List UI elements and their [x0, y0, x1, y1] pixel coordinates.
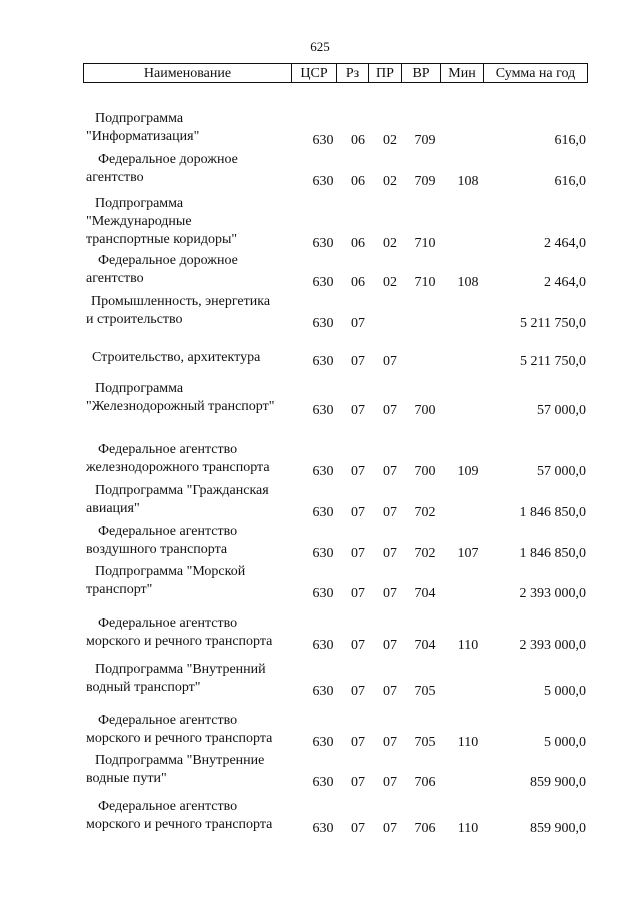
row-csr: 630: [312, 586, 334, 601]
column-header-pr: ПР: [368, 64, 401, 82]
row-sum: 859 900,0: [530, 775, 586, 790]
row-min: 110: [457, 638, 479, 653]
row-vr: 702: [414, 505, 436, 520]
column-header-min: Мин: [440, 64, 483, 82]
row-rz: 07: [351, 638, 365, 653]
row-name: Подпрограмма "Морской транспорт": [86, 564, 246, 597]
row-pr: 07: [383, 735, 397, 750]
row-pr: 02: [383, 236, 397, 251]
table-header: [83, 63, 588, 83]
row-min: 108: [457, 174, 479, 189]
row-name: Подпрограмма "Железнодорожный транспорт": [86, 381, 275, 414]
row-rz: 06: [351, 133, 365, 148]
row-rz: 07: [351, 684, 365, 699]
row-vr: 705: [414, 735, 436, 750]
row-rz: 07: [351, 775, 365, 790]
row-min: 108: [457, 275, 479, 290]
row-min: 109: [457, 464, 479, 479]
row-vr: 709: [414, 133, 436, 148]
row-name: Федеральное дорожное агентство: [86, 253, 238, 286]
row-pr: 07: [383, 505, 397, 520]
row-name: Подпрограмма "Внутренние водные пути": [86, 753, 265, 786]
column-header-csr: ЦСР: [291, 64, 336, 82]
page-number: 625: [310, 39, 330, 54]
row-rz: 06: [351, 275, 365, 290]
row-csr: 630: [312, 638, 334, 653]
row-vr: 704: [414, 586, 436, 601]
row-csr: 630: [312, 174, 334, 189]
row-csr: 630: [312, 133, 334, 148]
row-name: Федеральное агентство железнодорожного транспорта: [86, 442, 270, 475]
row-name: Строительство, архитектура: [92, 350, 261, 365]
row-csr: 630: [312, 775, 334, 790]
row-pr: 07: [383, 638, 397, 653]
row-name: Федеральное агентство морского и речного транспорта: [86, 616, 273, 649]
row-name: Федеральное агентство воздушного транспорта: [86, 524, 238, 557]
row-pr: 07: [383, 546, 397, 561]
row-min: 110: [457, 821, 479, 836]
row-vr: 702: [414, 546, 436, 561]
row-pr: 02: [383, 275, 397, 290]
row-sum: 616,0: [554, 174, 586, 189]
row-sum: 2 393 000,0: [519, 638, 586, 653]
row-sum: 5 211 750,0: [520, 354, 586, 369]
row-pr: 07: [383, 354, 397, 369]
row-csr: 630: [312, 236, 334, 251]
row-sum: 57 000,0: [537, 403, 586, 418]
row-sum: 5 000,0: [544, 684, 586, 699]
row-csr: 630: [312, 316, 334, 331]
row-pr: 07: [383, 775, 397, 790]
row-csr: 630: [312, 684, 334, 699]
column-header-sum: Сумма на год: [483, 64, 587, 82]
row-rz: 06: [351, 236, 365, 251]
row-rz: 07: [351, 821, 365, 836]
row-vr: 700: [414, 403, 436, 418]
row-sum: 1 846 850,0: [519, 505, 586, 520]
row-name: Промышленность, энергетика и строительство: [86, 294, 271, 327]
row-sum: 2 393 000,0: [519, 586, 586, 601]
row-pr: 07: [383, 821, 397, 836]
column-header-vr: ВР: [401, 64, 440, 82]
row-rz: 07: [351, 546, 365, 561]
row-vr: 706: [414, 775, 436, 790]
row-vr: 709: [414, 174, 436, 189]
row-csr: 630: [312, 546, 334, 561]
row-min: 110: [457, 735, 479, 750]
row-sum: 5 211 750,0: [520, 316, 586, 331]
row-name: Подпрограмма "Международные транспортные коридоры": [86, 196, 238, 247]
row-pr: 02: [383, 174, 397, 189]
row-sum: 1 846 850,0: [519, 546, 586, 561]
row-rz: 07: [351, 403, 365, 418]
row-name: Подпрограмма "Внутренний водный транспорт": [86, 662, 266, 695]
row-vr: 706: [414, 821, 436, 836]
row-sum: 2 464,0: [544, 275, 586, 290]
row-vr: 710: [414, 236, 436, 251]
row-rz: 07: [351, 316, 365, 331]
row-csr: 630: [312, 821, 334, 836]
row-vr: 700: [414, 464, 436, 479]
row-pr: 07: [383, 403, 397, 418]
row-sum: 616,0: [554, 133, 586, 148]
row-rz: 07: [351, 464, 365, 479]
row-rz: 07: [351, 735, 365, 750]
row-sum: 2 464,0: [544, 236, 586, 251]
row-rz: 07: [351, 586, 365, 601]
row-vr: 710: [414, 275, 436, 290]
row-sum: 5 000,0: [544, 735, 586, 750]
row-vr: 704: [414, 638, 436, 653]
row-pr: 07: [383, 684, 397, 699]
row-pr: 07: [383, 586, 397, 601]
row-sum: 57 000,0: [537, 464, 586, 479]
row-name: Подпрограмма "Гражданская авиация": [86, 483, 269, 516]
row-min: 107: [457, 546, 479, 561]
row-csr: 630: [312, 403, 334, 418]
row-rz: 07: [351, 505, 365, 520]
row-name: Федеральное дорожное агентство: [86, 152, 238, 185]
row-sum: 859 900,0: [530, 821, 586, 836]
column-header-name: Наименование: [143, 66, 232, 81]
column-header-rz: Рз: [336, 64, 368, 82]
row-csr: 630: [312, 354, 334, 369]
row-csr: 630: [312, 735, 334, 750]
row-name: Подпрограмма "Информатизация": [86, 111, 200, 144]
row-pr: 07: [383, 464, 397, 479]
row-rz: 06: [351, 174, 365, 189]
row-csr: 630: [312, 505, 334, 520]
row-csr: 630: [312, 275, 334, 290]
row-pr: 02: [383, 133, 397, 148]
row-csr: 630: [312, 464, 334, 479]
row-name: Федеральное агентство морского и речного транспорта: [86, 799, 273, 832]
row-vr: 705: [414, 684, 436, 699]
row-rz: 07: [351, 354, 365, 369]
row-name: Федеральное агентство морского и речного транспорта: [86, 713, 273, 746]
